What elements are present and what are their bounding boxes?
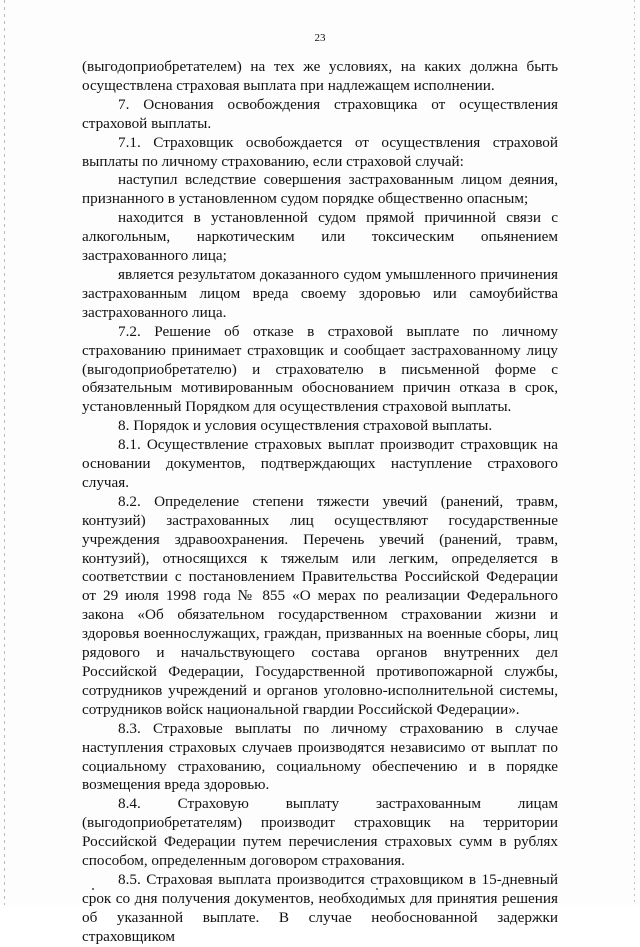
paragraph: 8.3. Страховые выплаты по личному страхованию в случае наступления страховых случаев производятся независимо от выплат по социальному страхованию, социальному обеспечению и в порядке возмещения вреда здоровью. bbox=[82, 719, 558, 794]
document-body bbox=[82, 58, 558, 947]
scan-specks bbox=[0, 888, 640, 894]
paragraph: 8.5. Страховая выплата производится страховщиком в 15-дневный срок со дня получения документов, необходимых для принятия решения об указанной выплате. В случае необоснованной задержки страховщиком bbox=[82, 870, 558, 945]
scan-edge-left bbox=[4, 0, 5, 905]
section-heading: 8. Порядок и условия осуществления страховой выплаты. bbox=[118, 417, 493, 435]
page-number: 23 bbox=[314, 32, 326, 44]
scan-speck bbox=[92, 888, 94, 890]
paragraph: 8.1. Осуществление страховых выплат производит страховщик на основании документов, подтверждающих наступление страхового случая. bbox=[82, 436, 558, 491]
paragraph: находится в установленной судом прямой причинной связи с алкогольным, наркотическим или токсическим опьянением застрахованного лица; bbox=[82, 209, 558, 265]
paragraph: 7.1. Страховщик освобождается от осуществления страховой выплаты по личному страхованию, если страховой случай: bbox=[82, 133, 558, 170]
scan-speck bbox=[376, 888, 378, 890]
section-heading: 7. Основания освобождения страховщика от осуществления страховой выплаты. bbox=[82, 95, 558, 132]
paragraph: наступил вследствие совершения застрахованным лицом деяния, признанного в установленном судом порядке общественно опасным; bbox=[82, 171, 558, 208]
paragraph: 8.2. Определение степени тяжести увечий (ранений, травм, контузий) застрахованных лиц осуществляют государственные учреждения здравоохранения. Перечень увечий (ранений, травм, контузий), относящихся к тяжелым или легким, определяется в соответствии с постановлением Правительства Российской Федерации от 29 июля 1998 года № 855 «О мерах по реализации Федерального закона «Об обязательном государственном страховании жизни и здоровья военнослужащих, граждан, призванных на военные сборы, лиц рядового и начальствующего состава органов внутренних дел Российской Федерации, Государственной противопожарной службы, сотрудников учреждений и органов уголовно-исполнительной системы, сотрудников войск национальной гвардии Российской Федерации». bbox=[82, 492, 558, 718]
paragraph: (выгодоприобретателем) на тех же условиях, на каких должна быть осуществлена страховая выплата при надлежащем исполнении. bbox=[82, 58, 558, 94]
paragraph: 7.2. Решение об отказе в страховой выплате по личному страхованию принимает страховщик и сообщает застрахованному лицу (выгодоприобретателю) и страхователю в письменной форме с обязательным мотивированным обоснованием причин отказа в срок, установленный Порядком для осуществления страховой выплаты. bbox=[82, 322, 558, 416]
scan-edge-right bbox=[634, 0, 635, 905]
paragraph: 8.4. Страховую выплату застрахованным лицам (выгодоприобретателям) производит страховщик на территории Российской Федерации путем перечисления страховых сумм в рублях способом, определенным договором страхования. bbox=[82, 795, 558, 870]
paragraph: является результатом доказанного судом умышленного причинения застрахованным лицом вреда своему здоровью или самоубийства застрахованного лица. bbox=[82, 265, 558, 321]
